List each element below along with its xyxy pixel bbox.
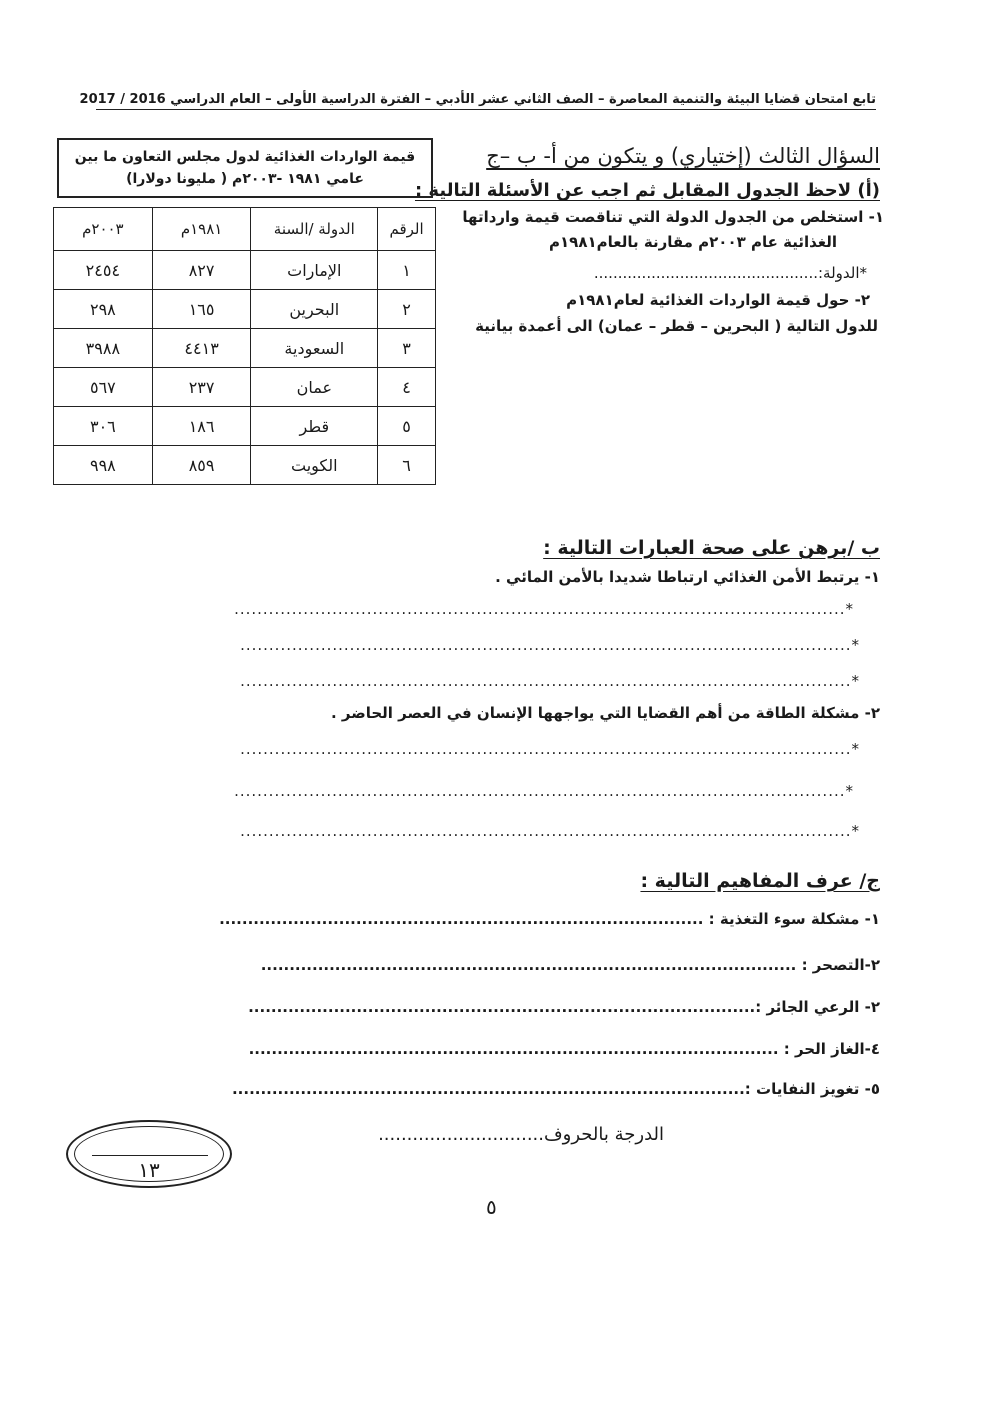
cell-2003: ٥٦٧	[54, 368, 153, 407]
cell-2003: ٢٤٥٤	[54, 251, 153, 290]
table-caption-line1: قيمة الواردات الغذائية لدول مجلس التعاون ما بين	[74, 149, 416, 165]
concept-overgrazing: ٢- الرعي الجائر :.........................................................................................	[248, 998, 880, 1016]
table-row	[54, 251, 436, 290]
part-a-q2-line2: للدول التالية ( البحرين – قطر – عمان) الى أعمدة بيانية	[475, 317, 878, 335]
answer-line: *..........................................................................................................	[240, 740, 860, 758]
exam-header: تابع امتحان قضايا البيئة والتنمية المعاصرة – الصف الثاني عشر الأدبي – الفترة الدراسية الأولى – العام الدراسي 2016 / 2017	[96, 92, 876, 110]
cell-country: الإمارات	[251, 251, 378, 290]
cell-2003: ٣٠٦	[54, 407, 153, 446]
cell-number: ٤	[378, 368, 436, 407]
table-row	[54, 290, 436, 329]
part-a-q1-line1: ١- استخلص من الجدول الدولة التي تناقصت قيمة وارداتها	[462, 208, 884, 226]
score-oval	[66, 1120, 232, 1188]
table-row	[54, 368, 436, 407]
header-1981: ١٩٨١م	[152, 208, 251, 251]
cell-2003: ٩٩٨	[54, 446, 153, 485]
answer-line: *..........................................................................................................	[234, 782, 854, 800]
concept-desertification: ٢-التصحر : ..............................................................................................	[260, 956, 880, 974]
cell-country: البحرين	[251, 290, 378, 329]
header-country-year: الدولة /السنة	[251, 208, 378, 251]
cell-country: السعودية	[251, 329, 378, 368]
cell-country: قطر	[251, 407, 378, 446]
table-caption-line2: عامي ١٩٨١ -٢٠٠٣م ( مليونا دولارا)	[126, 171, 364, 187]
cell-1981: ١٦٥	[152, 290, 251, 329]
answer-line: *..........................................................................................................	[240, 822, 860, 840]
answer-line: *..........................................................................................................	[234, 600, 854, 618]
header-number: الرقم	[378, 208, 436, 251]
cell-2003: ٢٩٨	[54, 290, 153, 329]
cell-number: ٣	[378, 329, 436, 368]
table-row	[54, 446, 436, 485]
part-a-q1-answer: *الدولة:...............................................	[593, 264, 867, 282]
table-row	[54, 407, 436, 446]
page-number: ٥	[486, 1195, 497, 1219]
cell-1981: ١٨٦	[152, 407, 251, 446]
cell-number: ٦	[378, 446, 436, 485]
grade-in-words: الدرجة بالحروف.............................	[378, 1124, 664, 1145]
cell-country: عمان	[251, 368, 378, 407]
cell-1981: ٢٣٧	[152, 368, 251, 407]
cell-1981: ٤٤١٣	[152, 329, 251, 368]
cell-number: ٢	[378, 290, 436, 329]
score-divider	[92, 1155, 208, 1156]
food-imports-table	[53, 207, 436, 485]
concept-waste-gasification: ٥- تغويز النفايات :..........................................................................................	[231, 1080, 880, 1098]
cell-2003: ٣٩٨٨	[54, 329, 153, 368]
table-caption	[57, 138, 433, 198]
part-a-q1-line2: الغذائية عام ٢٠٠٣م مقارنة بالعام١٩٨١م	[549, 233, 837, 251]
cell-1981: ٨٥٩	[152, 446, 251, 485]
concept-malnutrition: ١- مشكلة سوء التغذية : .....................................................................................	[219, 910, 880, 928]
answer-line: *..........................................................................................................	[240, 636, 860, 654]
answer-line: *..........................................................................................................	[240, 672, 860, 690]
cell-1981: ٨٢٧	[152, 251, 251, 290]
part-a-heading: (أ) لاحظ الجدول المقابل ثم اجب عن الأسئلة التالية :	[414, 180, 880, 201]
part-b-statement-2: ٢- مشكلة الطاقة من أهم القضايا التي يواجهها الإنسان في العصر الحاضر .	[330, 704, 880, 722]
question-3-title: السؤال الثالث (إختياري) و يتكون من أ- ب –ج	[486, 144, 880, 168]
part-c-heading: ج/ عرف المفاهيم التالية :	[640, 870, 880, 892]
concept-free-gas: ٤-الغاز الحر : .............................................................................................	[248, 1040, 880, 1058]
part-a-q2-line1: ٢- حول قيمة الواردات الغذائية لعام١٩٨١م	[566, 291, 870, 309]
cell-country: الكويت	[251, 446, 378, 485]
cell-number: ٥	[378, 407, 436, 446]
score-value: ١٣	[138, 1158, 160, 1182]
table-header-row	[54, 208, 436, 251]
part-b-heading: ب /برهن على صحة العبارات التالية :	[543, 537, 880, 559]
part-b-statement-1: ١- يرتبط الأمن الغذائي ارتباطا شديدا بالأمن المائي .	[495, 568, 880, 586]
cell-number: ١	[378, 251, 436, 290]
header-2003: ٢٠٠٣م	[54, 208, 153, 251]
table-row	[54, 329, 436, 368]
